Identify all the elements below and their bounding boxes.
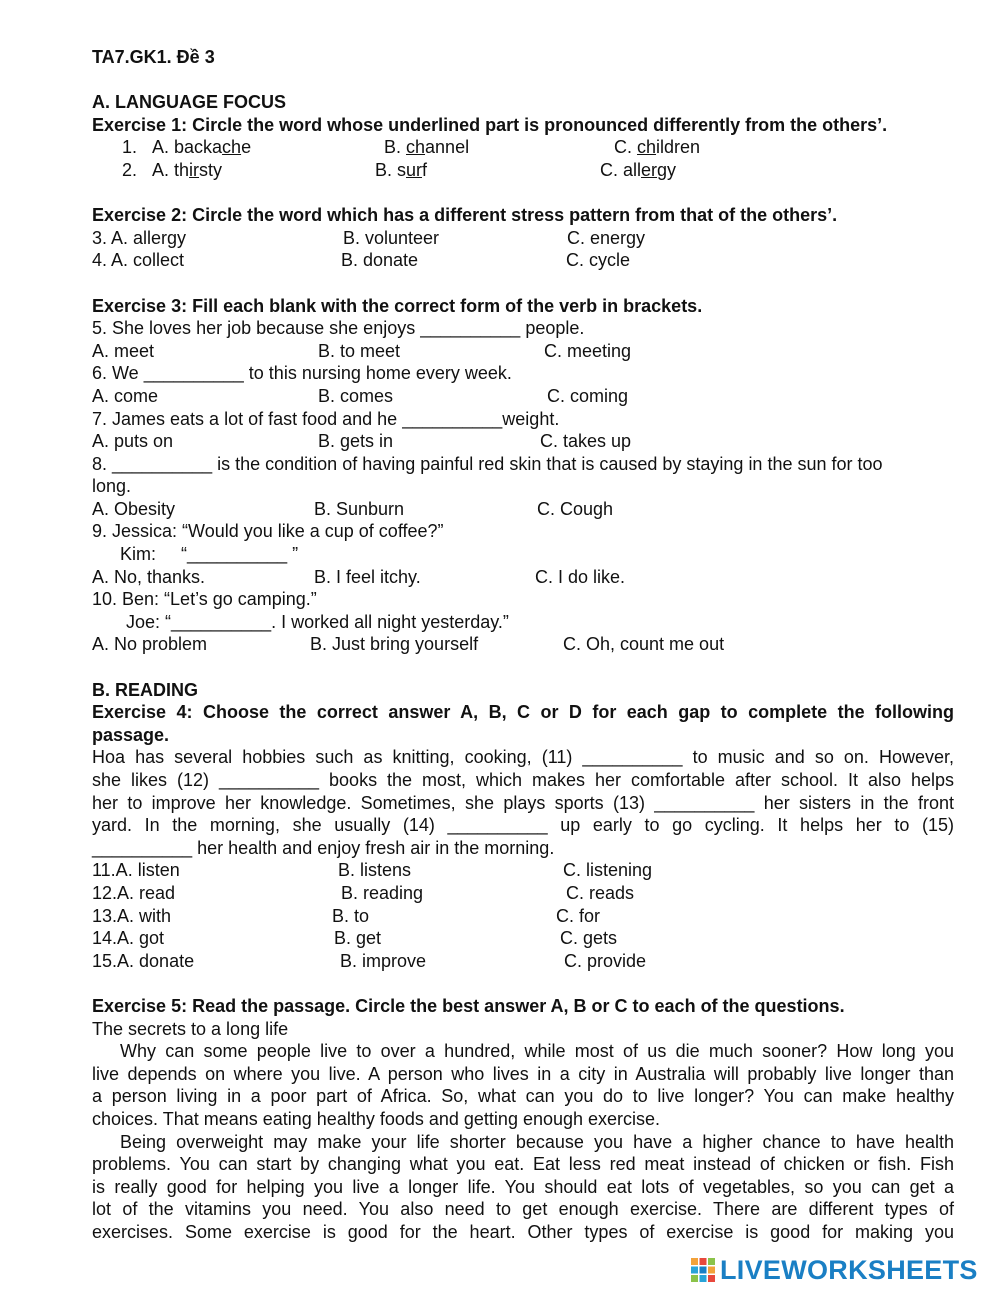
question-5-text: 5. She loves her job because she enjoys __________ people. <box>92 318 585 339</box>
option-11b[interactable]: B. listens <box>338 860 412 881</box>
question-5-options <box>92 340 954 363</box>
question-2: 2. A. thirsty B. surf C. allergy <box>122 159 677 180</box>
passage-line: is really good for helping you live a longer life. You should eat lots of vegetables, so you can get a <box>92 1176 954 1197</box>
option-3c[interactable]: C. energy <box>567 227 646 248</box>
option-8c[interactable]: C. Cough <box>537 498 614 519</box>
question-7-text: 7. James eats a lot of fast food and he __________weight. <box>92 408 560 429</box>
question-9-text: 9. Jessica: “Would you like a cup of coffee?” <box>92 521 444 542</box>
option-10b[interactable]: B. Just bring yourself <box>310 634 479 655</box>
option-7c[interactable]: C. takes up <box>540 431 632 452</box>
option-12a[interactable]: 12.A. read <box>92 882 176 903</box>
option-14b[interactable]: B. get <box>334 928 382 949</box>
passage-line: Being overweight may make your life shorter because you have a higher chance to have health <box>120 1131 954 1152</box>
question-12-options <box>92 882 954 905</box>
option-9c[interactable]: C. I do like. <box>535 566 626 587</box>
liveworksheets-logo-icon <box>690 1257 716 1283</box>
passage-line: choices. That means eating healthy foods and getting enough exercise. <box>92 1108 661 1129</box>
passage-line: live depends on where you live. A person who lives in a city in Australia will probably live longer than <box>92 1063 954 1084</box>
option-2b[interactable]: B. surf <box>375 159 428 180</box>
passage-line: her to improve her knowledge. Sometimes, she plays sports (13) __________ her sisters in the front <box>92 792 954 813</box>
question-9-reply: Kim: “__________ ” <box>120 544 299 565</box>
passage-line: yard. In the morning, she usually (14) __________ up early to go cycling. It helps her to (15) <box>92 815 954 836</box>
question-15-options <box>92 950 954 973</box>
option-10c[interactable]: C. Oh, count me out <box>563 634 725 655</box>
option-6c[interactable]: C. coming <box>547 385 629 406</box>
option-5a[interactable]: A. meet <box>92 340 155 361</box>
option-8a[interactable]: A. Obesity <box>92 498 176 519</box>
question-8-text: 8. __________ is the condition of having painful red skin that is caused by staying in the sun for too <box>92 453 883 474</box>
option-5b[interactable]: B. to meet <box>318 340 401 361</box>
option-9a[interactable]: A. No, thanks. <box>92 566 206 587</box>
exercise-1-title: Exercise 1: Circle the word whose underlined part is pronounced differently from the others’. <box>92 114 888 135</box>
option-9b[interactable]: B. I feel itchy. <box>314 566 421 587</box>
option-15b[interactable]: B. improve <box>340 950 427 971</box>
question-4 <box>92 249 954 272</box>
option-6b[interactable]: B. comes <box>318 385 394 406</box>
liveworksheets-logo <box>690 1255 978 1285</box>
option-4c[interactable]: C. cycle <box>566 250 631 271</box>
question-10-options <box>92 633 954 656</box>
option-5c[interactable]: C. meeting <box>544 340 632 361</box>
exercise-3-title: Exercise 3: Fill each blank with the correct form of the verb in brackets. <box>92 295 703 316</box>
option-2a[interactable]: A. thirsty <box>152 159 223 180</box>
question-9-options <box>92 566 954 589</box>
passage-line: problems. You can start by changing what you eat. Eat less red meat instead of chicken or fish. Fish <box>92 1154 954 1175</box>
option-7b[interactable]: B. gets in <box>318 431 394 452</box>
option-10a[interactable]: A. No problem <box>92 634 208 655</box>
option-3b[interactable]: B. volunteer <box>343 227 440 248</box>
option-15c[interactable]: C. provide <box>564 950 647 971</box>
question-10-reply: Joe: “__________. I worked all night yesterday.” <box>126 611 509 632</box>
question-6-text: 6. We __________ to this nursing home every week. <box>92 363 512 384</box>
option-2c[interactable]: C. allergy <box>600 159 677 180</box>
option-7a[interactable]: A. puts on <box>92 431 174 452</box>
question-1: 1. A. backache B. channel C. children <box>122 137 701 158</box>
passage-line: a person living in a poor part of Africa. So, what can you do to live longer? You can make healthy <box>92 1086 954 1107</box>
option-3a[interactable]: 3. A. allergy <box>92 227 187 248</box>
section-b-heading: B. READING <box>92 679 199 700</box>
option-14c[interactable]: C. gets <box>560 928 618 949</box>
option-11a[interactable]: 11.A. listen <box>92 860 180 881</box>
option-13b[interactable]: B. to <box>332 905 370 926</box>
option-4a[interactable]: 4. A. collect <box>92 250 185 271</box>
question-3 <box>92 227 954 250</box>
worksheet <box>92 46 954 1243</box>
question-7-options <box>92 430 954 453</box>
option-13a[interactable]: 13.A. with <box>92 905 172 926</box>
option-15a[interactable]: 15.A. donate <box>92 950 195 971</box>
passage-line: Why can some people live to over a hundred, while most of us die much sooner? How long you <box>120 1041 954 1062</box>
passage-line: lot of the vitamins you need. You also need to get enough exercise. There are different types of <box>92 1199 954 1220</box>
option-14a[interactable]: 14.A. got <box>92 928 165 949</box>
section-a-heading: A. LANGUAGE FOCUS <box>92 92 287 113</box>
exercise-5-title: Exercise 5: Read the passage. Circle the best answer A, B or C to each of the questions. <box>92 995 845 1016</box>
passage-line: she likes (12) __________ books the most, which makes her comfortable after school. It also helps <box>92 770 954 790</box>
passage-title: The secrets to a long life <box>92 1018 289 1039</box>
option-12c[interactable]: C. reads <box>566 882 635 903</box>
question-6-options <box>92 385 954 408</box>
question-14-options <box>92 927 954 950</box>
option-4b[interactable]: B. donate <box>341 250 419 271</box>
question-8-text-cont: long. <box>92 476 132 497</box>
question-11-options <box>92 859 954 882</box>
option-6a[interactable]: A. come <box>92 385 159 406</box>
exercise-4-title-cont: passage. <box>92 724 170 745</box>
option-8b[interactable]: B. Sunburn <box>314 498 405 519</box>
option-11c[interactable]: C. listening <box>563 860 653 881</box>
question-10-text: 10. Ben: “Let’s go camping.” <box>92 589 317 610</box>
passage-line: exercises. Some exercise is good for the heart. Other types of exercise is good for making you <box>92 1221 954 1242</box>
question-8-options <box>92 498 954 521</box>
exercise-2-title: Exercise 2: Circle the word which has a different stress pattern from that of the others’. <box>92 205 838 226</box>
option-13c[interactable]: C. for <box>556 905 601 926</box>
option-12b[interactable]: B. reading <box>341 882 424 903</box>
exercise-4-title: Exercise 4: Choose the correct answer A, B, C or D for each gap to complete the following <box>92 702 954 723</box>
option-1b[interactable]: B. channel <box>384 137 470 158</box>
liveworksheets-logo-text: LIVEWORKSHEETS <box>720 1254 978 1285</box>
option-1c[interactable]: C. children <box>614 137 701 158</box>
passage-line: Hoa has several hobbies such as knitting, cooking, (11) __________ to music and so on. However, <box>92 747 954 768</box>
passage-line: __________ her health and enjoy fresh air in the morning. <box>92 837 555 858</box>
question-13-options <box>92 905 954 928</box>
worksheet-header: TA7.GK1. Đề 3 <box>92 47 215 67</box>
option-1a[interactable]: A. backache <box>152 137 252 158</box>
